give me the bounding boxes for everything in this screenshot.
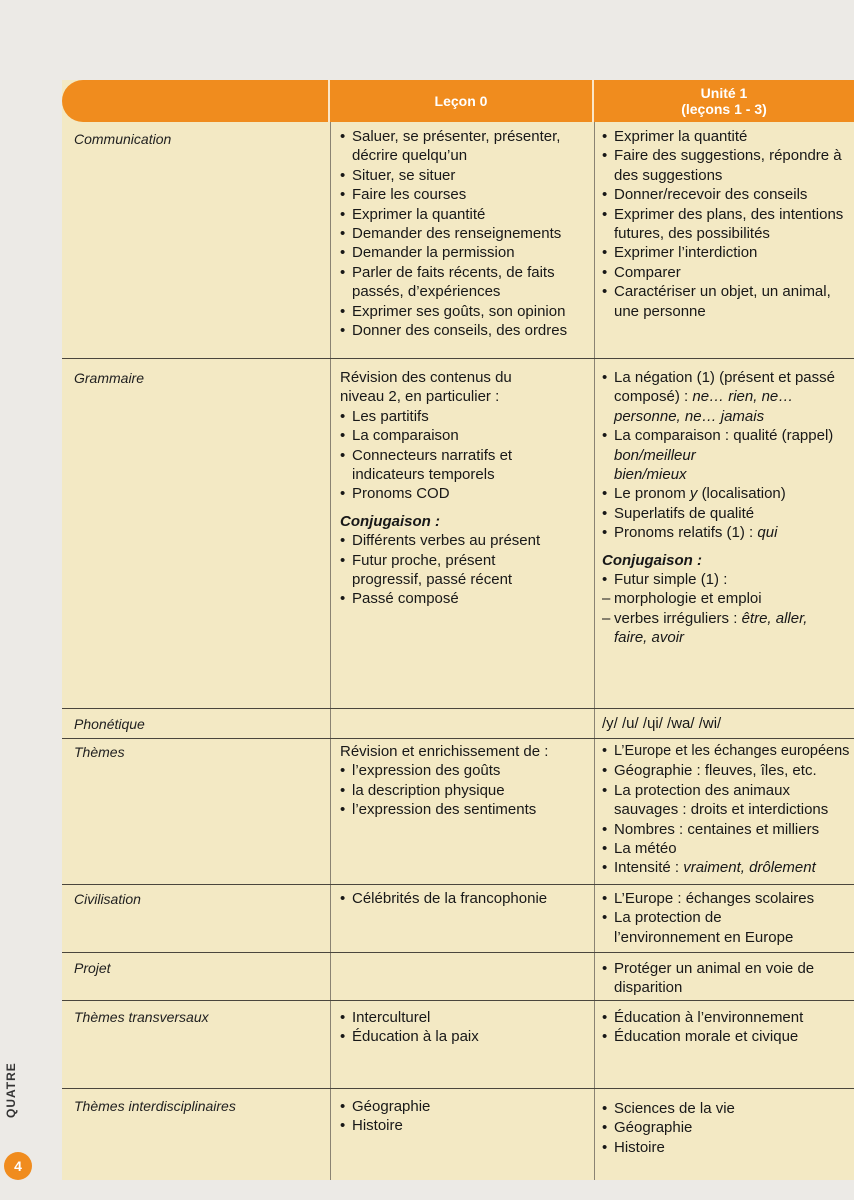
header-unite-subtitle: (leçons 1 - 3) bbox=[681, 101, 767, 117]
intensite-examples: vraiment, drôlement bbox=[683, 859, 816, 877]
list-item: • l’expression des goûts bbox=[340, 761, 592, 780]
list-item: • Exprimer la quantité bbox=[340, 205, 592, 224]
list-item: • Donner des conseils, des ordres bbox=[340, 321, 592, 340]
header-unite-title: Unité 1 bbox=[700, 85, 748, 101]
negation-examples: ne… rien, ne… personne, ne… jamais bbox=[614, 388, 794, 425]
page-word-quatre: QUATRE bbox=[4, 1062, 18, 1118]
row-divider bbox=[62, 1000, 854, 1001]
phonetique-unite1: /y/ /u/ /ɥi/ /wa/ /wi/ bbox=[602, 715, 722, 732]
list-item: • Connecteurs narratifs et indicateurs temporels bbox=[340, 446, 552, 485]
comparaison-examples: bon/meilleur bien/mieux bbox=[614, 446, 696, 484]
list-item bbox=[602, 858, 854, 877]
pronom-text: Le pronom bbox=[614, 485, 686, 503]
transversaux-unite1-list bbox=[602, 1008, 854, 1047]
conjugaison-heading: Conjugaison : bbox=[602, 551, 702, 569]
communication-unite1-list bbox=[602, 127, 854, 321]
list-item: • Protéger un animal en voie de disparition bbox=[602, 959, 834, 998]
list-item: • L’Europe : échanges scolaires bbox=[602, 889, 854, 908]
conjugaison-heading: Conjugaison : bbox=[340, 512, 440, 530]
list-item: • Demander des renseignements bbox=[340, 224, 592, 243]
list-item: • Faire des suggestions, répondre à des suggestions bbox=[602, 146, 854, 185]
themes-unite1-list bbox=[602, 742, 854, 878]
list-item: • Célébrités de la francophonie bbox=[340, 889, 592, 908]
row-label-themes-transversaux: Thèmes transversaux bbox=[74, 1009, 209, 1025]
list-item: • Les partitifs bbox=[340, 407, 592, 426]
interdisciplinaires-unite1-list bbox=[602, 1099, 854, 1157]
transversaux-lecon0-list bbox=[340, 1008, 592, 1047]
list-item bbox=[602, 368, 844, 426]
list-item bbox=[602, 484, 854, 503]
list-item: • la description physique bbox=[340, 781, 592, 800]
list-item: • Exprimer l’interdiction bbox=[602, 243, 854, 262]
irreg-text: verbes irréguliers : bbox=[614, 609, 738, 627]
grammaire-lecon0-list bbox=[340, 368, 592, 609]
list-item: • Pronoms COD bbox=[340, 484, 592, 503]
list-item: • l’expression des sentiments bbox=[340, 800, 592, 819]
row-label-themes-interdisciplinaires: Thèmes interdisciplinaires bbox=[74, 1098, 236, 1114]
pronom-localisation: (localisation) bbox=[701, 485, 786, 503]
row-label-projet: Projet bbox=[74, 960, 111, 976]
comparaison-text: La comparaison : qualité (rappel) bbox=[614, 427, 834, 445]
list-item: • Sciences de la vie bbox=[602, 1099, 854, 1118]
page-number-badge: 4 bbox=[4, 1152, 32, 1180]
list-item: • Éducation à l’environnement bbox=[602, 1008, 854, 1027]
relatifs-example: qui bbox=[757, 524, 778, 542]
pronom-y: y bbox=[689, 485, 698, 503]
relatifs-text: Pronoms relatifs (1) : bbox=[614, 524, 754, 542]
list-item: • Exprimer ses goûts, son opinion bbox=[340, 302, 592, 321]
projet-unite1-list bbox=[602, 959, 854, 998]
civilisation-unite1-list bbox=[602, 889, 854, 947]
row-divider bbox=[62, 884, 854, 885]
themes-intro: Révision et enrichissement de : bbox=[340, 743, 549, 760]
row-label-phonetique: Phonétique bbox=[74, 716, 145, 732]
list-item: • La protection des animaux sauvages : droits et interdictions bbox=[602, 781, 854, 820]
interdisciplinaires-lecon0-list bbox=[340, 1097, 592, 1136]
list-item: • Histoire bbox=[340, 1116, 592, 1135]
list-item bbox=[602, 523, 854, 542]
list-item: • Faire les courses bbox=[340, 185, 592, 204]
row-divider bbox=[62, 708, 854, 709]
row-label-grammaire: Grammaire bbox=[74, 370, 145, 386]
header-lecon-0: Leçon 0 bbox=[328, 80, 592, 122]
list-item: • Exprimer des plans, des intentions futures, des possibilités bbox=[602, 205, 854, 244]
table-header bbox=[62, 80, 854, 122]
list-item: • La comparaison bbox=[340, 426, 592, 445]
list-item: • Éducation morale et civique bbox=[602, 1027, 854, 1046]
column-divider bbox=[594, 122, 595, 1180]
intensite-text: Intensité : bbox=[614, 859, 680, 877]
row-label-themes: Thèmes bbox=[74, 744, 125, 760]
negation-text: La négation (1) (présent et passé composé) : bbox=[614, 369, 835, 406]
list-item: • Différents verbes au présent bbox=[340, 531, 592, 550]
communication-lecon0-list bbox=[340, 127, 592, 340]
header-unite-1 bbox=[592, 80, 854, 122]
row-label-communication: Communication bbox=[74, 131, 172, 147]
list-item: • Interculturel bbox=[340, 1008, 592, 1027]
row-label-civilisation: Civilisation bbox=[74, 891, 141, 907]
list-item: • Caractériser un objet, un animal, une personne bbox=[602, 282, 854, 321]
row-divider bbox=[62, 738, 854, 739]
row-divider bbox=[62, 358, 854, 359]
header-blank bbox=[62, 80, 328, 122]
list-item: – morphologie et emploi bbox=[602, 589, 854, 608]
list-item: • Superlatifs de qualité bbox=[602, 504, 854, 523]
list-item: • Donner/recevoir des conseils bbox=[602, 185, 854, 204]
list-item: • Géographie bbox=[340, 1097, 592, 1116]
list-item: • Parler de faits récents, de faits passés, d’expériences bbox=[340, 263, 592, 302]
list-item: • Saluer, se présenter, présenter, décrire quelqu’un bbox=[340, 127, 592, 166]
list-item: • La protection de l’environnement en Europe bbox=[602, 908, 814, 947]
irreg-examples: être, aller, faire, avoir bbox=[614, 609, 808, 647]
list-item: • Futur simple (1) : bbox=[602, 570, 854, 589]
list-item: • Demander la permission bbox=[340, 243, 592, 262]
list-item: • Nombres : centaines et milliers bbox=[602, 820, 854, 839]
row-divider bbox=[62, 1088, 854, 1089]
list-item: • Géographie bbox=[602, 1118, 854, 1137]
list-item bbox=[602, 426, 854, 484]
column-divider bbox=[330, 122, 331, 1180]
row-divider bbox=[62, 952, 854, 953]
list-item: • Histoire bbox=[602, 1138, 854, 1157]
list-item: • Géographie : fleuves, îles, etc. bbox=[602, 761, 854, 780]
list-item: • Passé composé bbox=[340, 589, 592, 608]
themes-lecon0-list bbox=[340, 742, 592, 820]
list-item: • La météo bbox=[602, 839, 854, 858]
list-item: • Situer, se situer bbox=[340, 166, 592, 185]
civilisation-lecon0-list bbox=[340, 889, 592, 908]
list-item: • L’Europe et les échanges européens bbox=[602, 742, 854, 761]
list-item: • Futur proche, présent progressif, passé récent bbox=[340, 551, 552, 590]
list-item bbox=[602, 609, 829, 648]
list-item: • Comparer bbox=[602, 263, 854, 282]
list-item: • Éducation à la paix bbox=[340, 1027, 592, 1046]
grammaire-unite1-list bbox=[602, 368, 854, 648]
grammaire-intro: Révision des contenus du niveau 2, en particulier : bbox=[340, 369, 512, 406]
list-item: • Exprimer la quantité bbox=[602, 127, 854, 146]
